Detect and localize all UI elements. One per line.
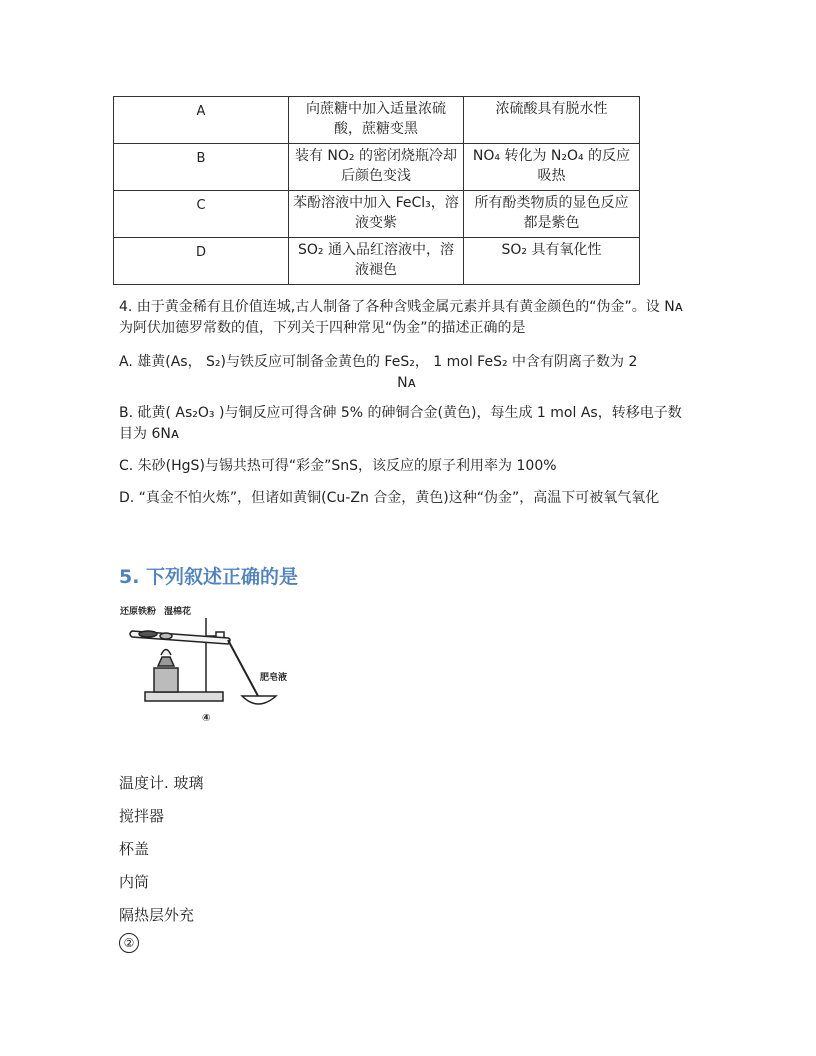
text-line: 杯盖 — [119, 840, 150, 858]
operation-cell: 向蔗糖中加入适量浓硫酸，蔗糖变黑 — [288, 97, 463, 144]
table-row — [114, 97, 640, 144]
text-line: 搅拌器 — [119, 807, 165, 825]
soap-basin — [242, 696, 276, 704]
circled-number: ② — [119, 933, 139, 953]
conclusion-cell: 浓硫酸具有脱水性 — [463, 97, 639, 144]
conclusion-cell: SO₂ 具有氧化性 — [463, 238, 639, 285]
text-line: 温度计. 玻璃 — [119, 774, 204, 792]
options-table — [113, 96, 640, 285]
option-a-text: A. 雄黄(As， S₂)与铁反应可制备金黄色的 FeS₂， 1 mol FeS₂ 中含有阴离子数为 2 — [119, 354, 638, 370]
conclusion-cell: 所有酚类物质的显色反应都是紫色 — [463, 191, 639, 238]
operation-cell: 装有 NO₂ 的密闭烧瓶冷却后颜色变浅 — [288, 144, 463, 191]
table-row — [114, 191, 640, 238]
figure-number: ④ — [202, 713, 211, 724]
iron-powder — [139, 631, 157, 637]
table-row — [114, 238, 640, 285]
label-soap-solution: 肥皂液 — [260, 673, 288, 683]
row-label: A — [114, 97, 289, 144]
row-label: B — [114, 144, 289, 191]
option-a-tail: Nᴀ — [397, 375, 416, 391]
label-wet-cotton: 湿棉花 — [164, 607, 192, 617]
operation-cell: SO₂ 通入品红溶液中，溶液褪色 — [288, 238, 463, 285]
delivery-tube — [228, 640, 258, 696]
text-line: 内筒 — [119, 873, 150, 891]
apparatus-figure — [118, 600, 298, 725]
question-4-option-b: B. 砒黄( As₂O₃ )与铜反应可得含砷 5% 的砷铜合金(黄色)，每生成 1 mol As，转移电子数目为 6Nᴀ — [119, 405, 682, 442]
row-label: D — [114, 238, 289, 285]
question-5-heading: 5. 下列叙述正确的是 — [119, 566, 299, 588]
burner-block — [154, 668, 178, 692]
conclusion-cell: NO₄ 转化为 N₂O₄ 的反应吸热 — [463, 144, 639, 191]
question-4-option-d: D. “真金不怕火炼”，但诸如黄铜(Cu-Zn 合金，黄色)这种“伪金”，高温下可被氧气氧化 — [119, 490, 660, 506]
question-4-option-a — [119, 352, 694, 394]
text-line: 隔热层外充 — [119, 906, 195, 924]
row-label: C — [114, 191, 289, 238]
table-row — [114, 144, 640, 191]
question-4-stem: 4. 由于黄金稀有且价值连城,古人制备了各种含贱金属元素并具有黄金颜色的“伪金”。设 Nᴀ 为阿伏加德罗常数的值，下列关于四种常见“伪金”的描述正确的是 — [119, 299, 683, 336]
operation-cell: 苯酚溶液中加入 FeCl₃，溶液变紫 — [288, 191, 463, 238]
label-iron-powder: 还原铁粉 — [120, 607, 157, 617]
wet-cotton — [160, 633, 172, 639]
question-4-option-c: C. 朱砂(HgS)与锡共热可得“彩金”SnS，该反应的原子利用率为 100% — [119, 458, 557, 474]
stand-base — [145, 692, 223, 701]
